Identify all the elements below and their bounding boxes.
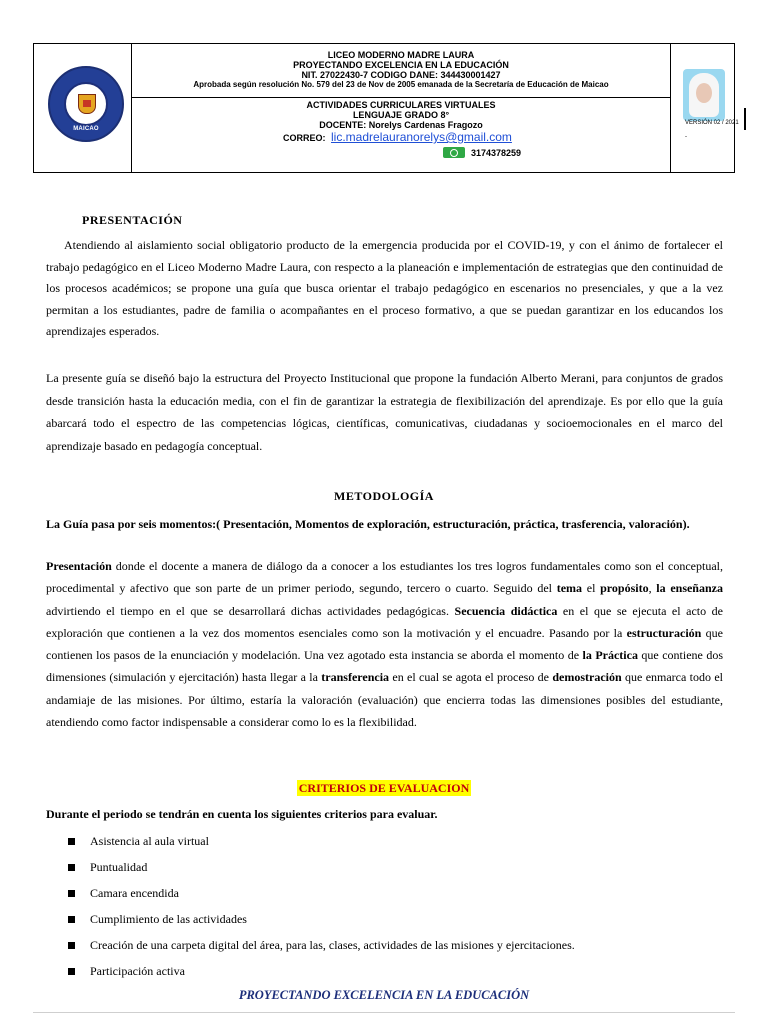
portrait-image xyxy=(683,69,725,121)
presentacion-paragraph-1: Atendiendo al aislamiento social obligatorio producto de la emergencia producida por el COVID-19, y con el ánimo de fortalecer el trabajo pedagógico en el Liceo Moderno Madre Laura, con respecto a la planeación e implementación de estrategias que den continuidad de los procesos académicos; se propone una guía que busca orientar el trabajo pedagógico en escenarios no presenciales, y que a la vez permitan a los estudiantes, padre de familia o acompañantes en el proceso formativo, a que se puedan garantizar en los educandos los aprendizajes esperados. xyxy=(46,238,723,339)
version-label: VERSIÓN 02 / 2021 xyxy=(685,120,739,126)
email-label: CORREO: xyxy=(283,133,326,143)
school-nit: NIT. 27022430-7 CODIGO DANE: 344430001427 xyxy=(301,70,501,80)
school-name: LICEO MODERNO MADRE LAURA xyxy=(327,50,475,60)
school-resolution: Aprobada según resolución No. 579 del 23 de Nov de 2005 emanada de la Secretaría de Educación de Maicao xyxy=(193,80,609,89)
bullet-icon xyxy=(68,838,75,845)
edge-bar xyxy=(744,108,746,130)
list-item: Cumplimiento de las actividades xyxy=(68,910,748,936)
presentacion-paragraph-2: La presente guía se diseñó bajo la estructura del Proyecto Institucional que propone la fundación Alberto Merani, para conjuntos de grados desde transición hasta la educación media, con el fin de garantizar la estrategia de flexibilización del aprendizaje. Es por ello que la guía abarcará todo el espectro de las competencias lógicas, científicas, comunicativas, ciudadanas y socioemocionales en el marco del aprendizaje basado en pedagogía conceptual. xyxy=(46,371,723,454)
logo-cell xyxy=(34,44,132,172)
list-item: Puntualidad xyxy=(68,858,748,884)
criterios-heading-wrap xyxy=(0,779,768,797)
footer-line xyxy=(33,1012,735,1013)
title-cell xyxy=(132,44,671,172)
metodologia-heading: METODOLOGÍA xyxy=(334,489,434,503)
logo-text: MAICAO xyxy=(73,126,99,132)
document-header xyxy=(33,43,739,173)
bullet-icon xyxy=(68,942,75,949)
course-info xyxy=(132,100,670,130)
list-item: Asistencia al aula virtual xyxy=(68,832,748,858)
version-dot: . xyxy=(685,130,687,139)
presentacion-heading: PRESENTACIÓN xyxy=(82,213,183,227)
bullet-icon xyxy=(68,864,75,871)
school-motto: PROYECTANDO EXCELENCIA EN LA EDUCACIÓN xyxy=(293,60,509,70)
criterios-heading: CRITERIOS DE EVALUACION xyxy=(298,781,470,795)
metodologia-paragraph: Presentación donde el docente a manera de diálogo da a conocer a los estudiantes los tres logros fundamentales como son el conceptual, procedimental y afectivo que son parte de un primer periodo, segundo, tercero o cuarto. Seguido del tema el propósito, la enseñanza advirtiendo el tiempo en el que se desarrollará dichas actividades pedagógicas. Secuencia didáctica en el que se ejecuta el acto de exploración que contienen a la vez dos momentos esenciales como son la motivación y el encuadre. Pasando por la estructuración que contienen los pasos de la enunciación y modelación. Una vez agotado esta instancia se aborda el momento de la Práctica que contiene dos dimensiones (simulación y ejercitación) hasta llegar a la transferencia en el cual se agota el proceso de demostración que enmarca todo el andamiaje de las misiones. Por último, estaría la valoración (evaluación) que encierra todas las dimensiones posibles del estudiante, atendiendo como factor indispensable a considerar como lo es la flexibilidad. xyxy=(46,559,723,730)
list-item: Participación activa xyxy=(68,962,748,988)
bullet-icon xyxy=(68,968,75,975)
email-line xyxy=(283,130,512,144)
teacher-name: DOCENTE: Norelys Cardenas Fragozo xyxy=(319,120,483,130)
whatsapp-icon xyxy=(443,147,465,158)
list-item: Creación de una carpeta digital del área, para las, clases, actividades de las misiones y ejercitaciones. xyxy=(68,936,748,962)
criterios-list xyxy=(68,832,748,988)
subject-title: LENGUAJE GRADO 8° xyxy=(352,110,450,120)
phone-line xyxy=(443,147,521,158)
footer-motto: PROYECTANDO EXCELENCIA EN LA EDUCACIÓN xyxy=(238,988,530,1002)
version-cell xyxy=(671,44,739,172)
bullet-icon xyxy=(68,890,75,897)
header-divider xyxy=(132,97,670,98)
email-link[interactable]: lic.madrelauranorelys@gmail.com xyxy=(331,130,512,144)
school-logo-icon xyxy=(48,66,124,142)
phone-number: 3174378259 xyxy=(471,147,522,158)
criterios-intro: Durante el periodo se tendrán en cuenta los siguientes criterios para evaluar. xyxy=(46,807,438,821)
list-item: Camara encendida xyxy=(68,884,748,910)
bullet-icon xyxy=(68,916,75,923)
school-info xyxy=(132,50,670,90)
activity-title: ACTIVIDADES CURRICULARES VIRTUALES xyxy=(306,100,496,110)
metodologia-intro: La Guía pasa por seis momentos:( Presentación, Momentos de exploración, estructuración, práctica, trasferencia, valoración). xyxy=(46,517,690,531)
